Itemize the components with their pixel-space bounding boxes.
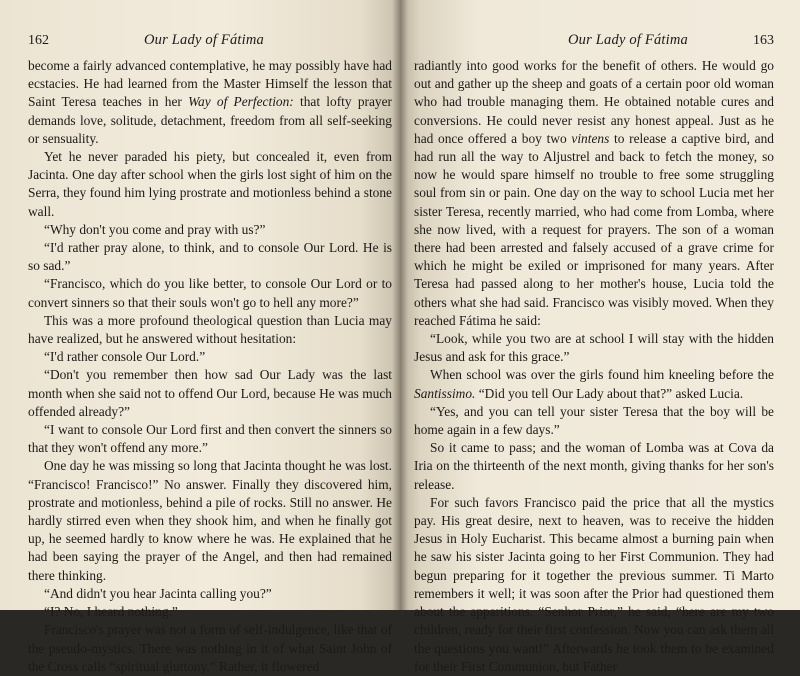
paragraph-text: “Why don't you come and pray with us?” — [44, 221, 266, 237]
italic-text: vintens — [571, 130, 610, 146]
paragraph — [28, 348, 392, 366]
paragraph — [414, 366, 774, 402]
paragraph-text: “Don't you remember then how sad Our Lady was the last month when she said not to offend Our Lord, because He was much offended already?” — [28, 367, 392, 419]
italic-text: Way of Perfection: — [188, 94, 294, 110]
paragraph — [414, 494, 774, 676]
paragraph-text: “I? No, I heard nothing.” — [44, 604, 178, 620]
page-number: 162 — [28, 33, 49, 48]
paragraph-text: that lofty prayer demands love, solitude, detachment, freedom from all self-seeking or sensuality. — [28, 94, 393, 146]
paragraph — [28, 312, 392, 348]
paragraph-text: “And didn't you hear Jacinta calling you?” — [44, 585, 272, 601]
right-page-header — [414, 32, 774, 49]
paragraph-text: One day he was missing so long that Jacinta thought he was lost. “Francisco! Francisco!” No answer. Finally they discovered him, prostrate and motionless, behind a pile of rocks. Still no answer. He hardly stirred even when they shook him, and when he finally got up, he seemed hardly to know where he was. He explained that he had been saying the prayer of the Angel, and then had remained there thinking. — [28, 458, 392, 583]
paragraph — [28, 239, 392, 275]
paragraph-text: become a fairly advanced contemplative, he may possibly have had ecstacies. He had learned from the Master Himself the lesson that Saint Teresa teaches in her — [28, 58, 392, 110]
paragraph-text: “I'd rather console Our Lord.” — [44, 349, 206, 365]
paragraph — [28, 421, 392, 457]
paragraph — [28, 275, 392, 311]
paragraph-text: to release a captive bird, and had run all the way to Aljustrel and back to fetch the money, so now he would spare himself no trouble to free some struggling soul from sin or pain. One day on the way to school Lucia met her sister Teresa, recently married, who had come from Lomba, where she now lived, with a request for prayers. The son of a woman there had been arrested and falsely accused of a grave crime for which he might be exiled or imprisoned for many years. After Teresa had passed along to her mother's house, Lucia told the others what she had said. Francisco was visibly moved. When they reached Fátima he said: — [414, 130, 774, 328]
paragraph — [28, 621, 392, 676]
paragraph — [414, 439, 774, 494]
paragraph — [28, 221, 392, 239]
left-page-header — [28, 32, 392, 49]
paragraph-text: When school was over the girls found him kneeling before the — [430, 367, 774, 383]
paragraph-text: “I want to console Our Lord first and then convert the sinners so that they won't offend any more.” — [28, 422, 392, 456]
paragraph-text: “Did you tell Our Lady about that?” asked Lucia. — [475, 385, 744, 401]
paragraph — [414, 57, 774, 330]
paragraph — [28, 457, 392, 584]
paragraph — [28, 366, 392, 421]
paragraph-text: “Look, while you two are at school I will stay with the hidden Jesus and ask for this grace.” — [414, 331, 774, 365]
paragraph — [28, 585, 392, 603]
right-page-body — [414, 57, 774, 676]
page-number: 163 — [753, 33, 774, 48]
left-page — [0, 0, 400, 674]
paragraph-text: For such favors Francisco paid the price that all the mystics pay. His great desire, next to heaven, was to receive the hidden Jesus in Holy Eucharist. This became almost a burning pain when he saw his sister Jacinta going to her First Communion. They had begun preparing for it together the previous summer. Ti Marto remembers it well; it was soon after the Prior had questioned them about the apparitions. “Senhor Prior,” he said, “here are my two children, ready for their first confession. Now you can ask them all the questions you want!” Afterwards he took them to be examined for their First Communion, but Father — [414, 494, 774, 674]
paragraph-text: “I'd rather pray alone, to think, and to console Our Lord. He is so sad.” — [28, 240, 392, 274]
paragraph-text: This was a more profound theological question than Lucia may have realized, but he answered without hesitation: — [28, 312, 392, 347]
running-head: Our Lady of Fátima — [568, 32, 689, 48]
paragraph-text: So it came to pass; and the woman of Lomba was at Cova da Iria on the thirteenth of the next month, giving thanks for her son's release. — [414, 440, 774, 492]
italic-text: Santissimo. — [414, 385, 476, 401]
paragraph — [414, 330, 774, 366]
book-gutter-shadow — [392, 0, 408, 610]
left-page-body — [28, 57, 392, 676]
paragraph — [28, 148, 392, 221]
running-head: Our Lady of Fátima — [143, 32, 264, 48]
paragraph-text: “Yes, and you can tell your sister Teresa that the boy will be home again in a few days.” — [414, 403, 774, 438]
paragraph — [414, 403, 774, 439]
paragraph-text: Francisco's prayer was not a form of self-indulgence, like that of the pseudo-mystics. There was nothing in it of what Saint John of the Cross calls “spiritual gluttony.” Rather, it flowered — [28, 622, 392, 674]
paragraph-text: radiantly into good works for the benefit of others. He would go out and gather up the sheep and goats of a certain poor old woman who had trouble managing them. He obtained notable cures and conversions. He could never resist any honest appeal. Just as he had once offered a boy two — [414, 58, 774, 146]
paragraph — [28, 57, 392, 148]
paragraph-text: Yet he never paraded his piety, but concealed it, even from Jacinta. One day after school when the girls lost sight of him on the Serra, they found him lying prostrate and motionless behind a stone wall. — [28, 149, 392, 219]
paragraph — [28, 603, 392, 621]
right-page — [400, 0, 800, 674]
paragraph-text: “Francisco, which do you like better, to console Our Lord or to convert sinners so that their souls won't go to hell any more?” — [28, 276, 392, 310]
